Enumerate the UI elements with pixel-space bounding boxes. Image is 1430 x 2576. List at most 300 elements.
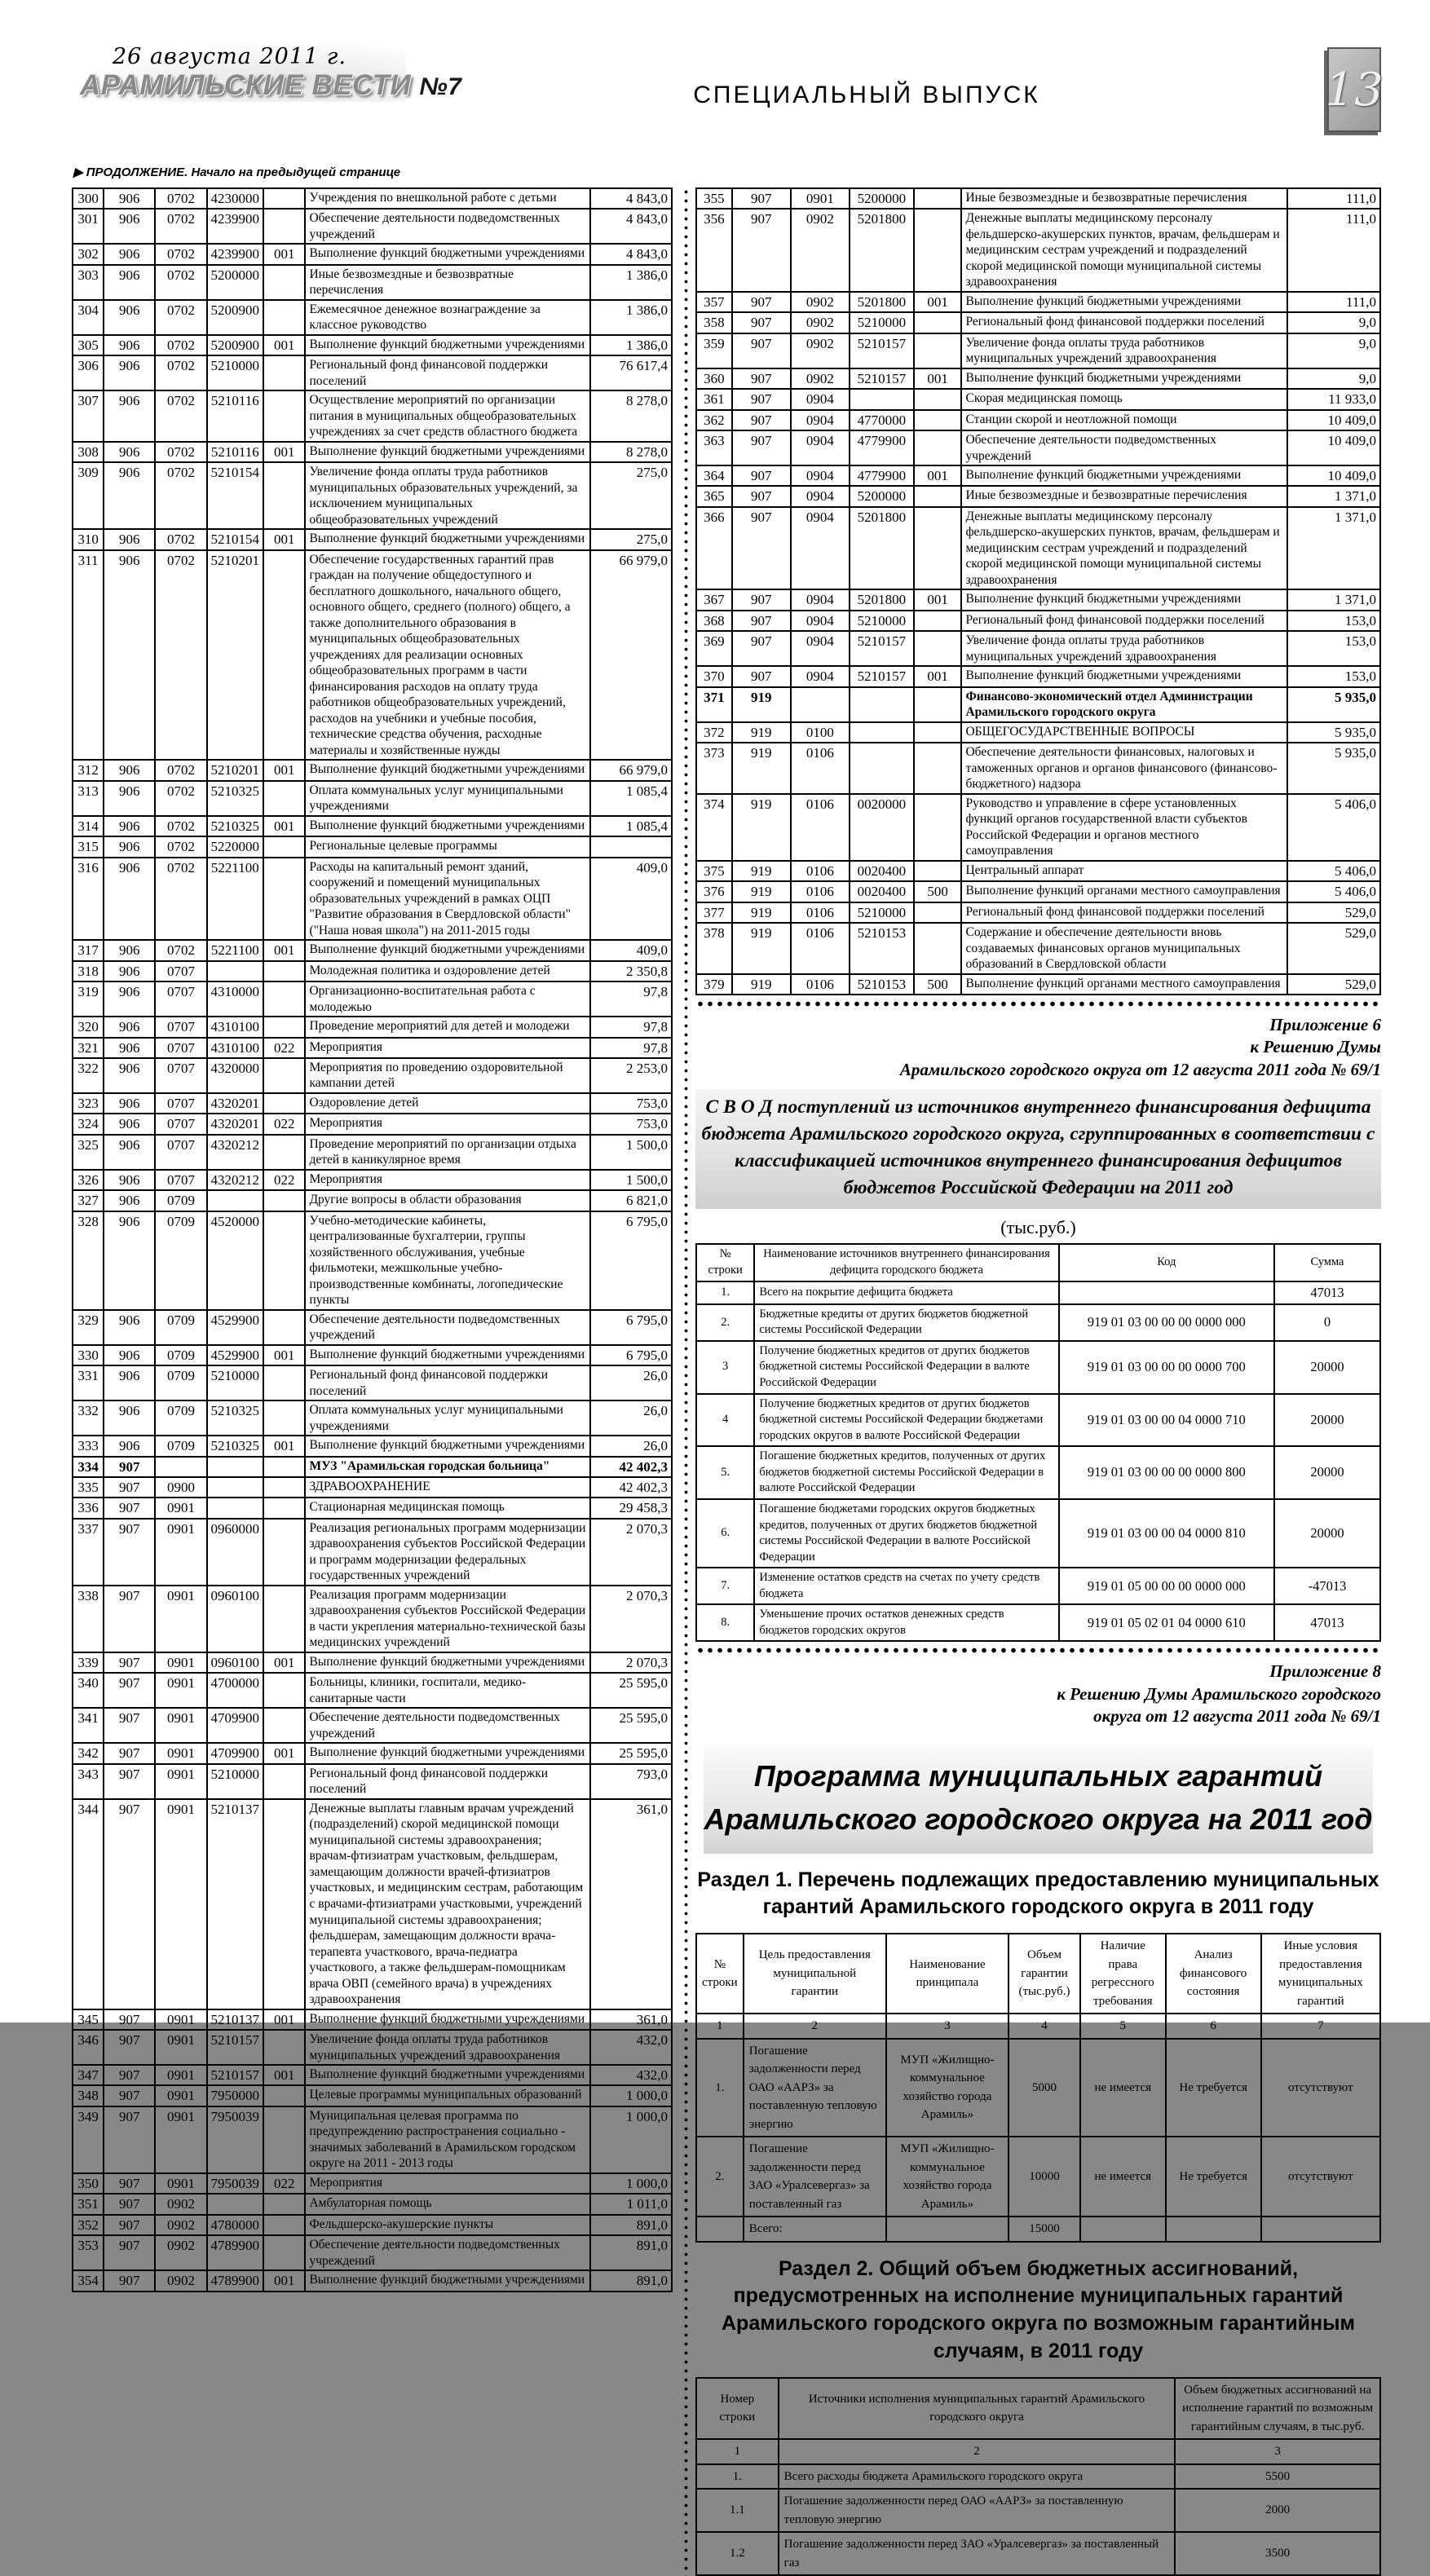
- line-number: 345: [73, 2009, 104, 2030]
- section-code: 0901: [155, 1498, 206, 1518]
- column-number: 6: [1166, 2014, 1261, 2039]
- line-number: 377: [696, 902, 732, 923]
- target-article-code: 5210000: [850, 611, 914, 631]
- expense-kind-code: [263, 1310, 305, 1345]
- expense-kind-code: [914, 410, 962, 430]
- line-number: 349: [73, 2106, 104, 2173]
- section-code: 0709: [155, 1211, 206, 1310]
- expense-name: Региональный фонд финансовой поддержки поселений: [305, 355, 590, 390]
- line-number: 361: [696, 389, 732, 409]
- target-article-code: 5221100: [207, 940, 264, 960]
- line-number: 348: [73, 2085, 104, 2106]
- target-article-code: [207, 1190, 264, 1211]
- amount: 97,8: [590, 1017, 672, 1037]
- table-header-row: [696, 2378, 1380, 2440]
- budget-row: [73, 1799, 672, 2009]
- expense-name: Обеспечение деятельности подведомственных учреждений: [305, 1708, 590, 1743]
- appendix6-unit-note: (тыс.руб.): [1000, 1217, 1076, 1238]
- expense-kind-code: 001: [914, 465, 962, 486]
- line-number: 371: [696, 687, 732, 722]
- expense-kind-code: [914, 861, 962, 881]
- expense-kind-code: [263, 1673, 305, 1708]
- line-number: 332: [73, 1400, 104, 1436]
- section-code: 0901: [155, 2106, 206, 2173]
- amount: 6 795,0: [590, 1345, 672, 1365]
- target-article-code: 4320000: [207, 1058, 264, 1093]
- expense-name: Мероприятия по проведению оздоровительной кампании детей: [305, 1058, 590, 1093]
- expense-name: Выполнение функций бюджетными учреждениями: [305, 244, 590, 264]
- budget-row: [696, 410, 1380, 430]
- column-header: Цель предоставления муниципальной гарантии: [744, 1934, 886, 2014]
- section-code: 0904: [791, 611, 850, 631]
- budget-row: [696, 368, 1380, 389]
- expense-kind-code: [263, 961, 305, 981]
- budget-row: [73, 442, 672, 462]
- line-number: 322: [73, 1058, 104, 1093]
- budget-row: [73, 2270, 672, 2291]
- section-code: 0707: [155, 1170, 206, 1190]
- amount: 793,0: [590, 1764, 672, 1799]
- section-code: 0901: [155, 1673, 206, 1708]
- budget-row: [73, 1345, 672, 1365]
- amount: 2 350,8: [590, 961, 672, 981]
- guarantee-program-title: Программа муниципальных гарантий Арамильского городского округа на 2011 год: [704, 1745, 1373, 1853]
- amount: 753,0: [590, 1114, 672, 1134]
- expense-kind-code: [263, 390, 305, 442]
- line-number: 316: [73, 858, 104, 941]
- expense-name: Содержание и обеспечение деятельности вновь создаваемых финансовых органов муниципальных образований в Свердловской области: [961, 923, 1287, 974]
- amount: 275,0: [590, 462, 672, 529]
- expense-kind-code: [263, 1058, 305, 1093]
- line-number: 374: [696, 794, 732, 861]
- section-code: 0702: [155, 940, 206, 960]
- expense-kind-code: [263, 836, 305, 857]
- expense-kind-code: [263, 355, 305, 390]
- budget-row: [696, 188, 1380, 209]
- expense-kind-code: 001: [263, 2270, 305, 2291]
- line-number: 310: [73, 529, 104, 549]
- expense-kind-code: [914, 188, 962, 209]
- line-number: 364: [696, 465, 732, 486]
- line-number: 359: [696, 333, 732, 368]
- grbs-code: 906: [104, 1345, 155, 1365]
- expense-name: Денежные выплаты медицинскому персоналу фельдшерско-акушерских пунктов, врачам, фельдшерам и медицинским сестрам учреждений и подразделений скорой медицинской помощи муниципальной системы здравоохранения: [961, 507, 1287, 590]
- grbs-code: 906: [104, 355, 155, 390]
- budget-row: [73, 1114, 672, 1134]
- amount: 4 843,0: [590, 244, 672, 264]
- expense-kind-code: 001: [914, 666, 962, 686]
- expense-kind-code: [914, 631, 962, 666]
- section-code: 0702: [155, 781, 206, 816]
- line-number: 373: [696, 743, 732, 794]
- budget-row: [73, 1436, 672, 1456]
- target-article-code: [850, 687, 914, 722]
- line-number: 352: [73, 2215, 104, 2235]
- section-code: 0702: [155, 462, 206, 529]
- target-article-code: 5210157: [850, 368, 914, 389]
- section-code: 0709: [155, 1310, 206, 1345]
- budget-row: [73, 1673, 672, 1708]
- target-article-code: 5210000: [850, 902, 914, 923]
- section-code: 0901: [155, 2085, 206, 2106]
- budget-row: [73, 1190, 672, 1211]
- amount: 47013: [1274, 1281, 1380, 1304]
- expense-kind-code: 500: [914, 881, 962, 902]
- budget-row: [696, 611, 1380, 631]
- expense-name: Региональный фонд финансовой поддержки поселений: [961, 902, 1287, 923]
- amount: 361,0: [590, 1799, 672, 2009]
- amount: 1 000,0: [590, 2106, 672, 2173]
- amount: 891,0: [590, 2270, 672, 2291]
- target-article-code: 4789900: [207, 2235, 264, 2270]
- section-code: 0904: [791, 589, 850, 610]
- left-column: [72, 187, 673, 2576]
- amount: 20000: [1274, 1499, 1380, 1568]
- expense-kind-code: 001: [263, 1345, 305, 1365]
- amount: -47013: [1274, 1568, 1380, 1604]
- other-conditions: [1261, 2217, 1380, 2242]
- line-number: 321: [73, 1038, 104, 1058]
- expense-name: Региональный фонд финансовой поддержки поселений: [305, 1365, 590, 1400]
- target-article-code: 4709900: [207, 1708, 264, 1743]
- guarantee-funding-table: [695, 2377, 1381, 2576]
- line-number: 341: [73, 1708, 104, 1743]
- newspaper-logo: [80, 69, 462, 102]
- amount: 8 278,0: [590, 390, 672, 442]
- budget-row: [696, 486, 1380, 506]
- appendix8-ref-line3: округа от 12 августа 2011 года № 69/1: [1093, 1706, 1381, 1727]
- deficit-source-row: [696, 1568, 1380, 1604]
- target-article-code: 5200000: [207, 265, 264, 300]
- line-number: 339: [73, 1652, 104, 1673]
- column-header: Наличие права регрессного требования: [1080, 1934, 1166, 2014]
- grbs-code: 919: [732, 687, 791, 722]
- expense-name: Мероприятия: [305, 1114, 590, 1134]
- target-article-code: 7950000: [207, 2085, 264, 2106]
- grbs-code: 907: [104, 1652, 155, 1673]
- table-row: [696, 2489, 1380, 2532]
- expense-kind-code: 001: [263, 940, 305, 960]
- target-article-code: 5210157: [207, 2030, 264, 2065]
- source-name: Получение бюджетных кредитов от других бюджетов бюджетной системы Российской Федерации бюджетами городских округов в валюте Российской Федерации: [754, 1394, 1058, 1447]
- line-number: 314: [73, 816, 104, 836]
- amount: 1 386,0: [590, 335, 672, 355]
- expense-name: Мероприятия: [305, 2173, 590, 2194]
- amount: 6 821,0: [590, 1190, 672, 1211]
- issue-date: 26 августа 2011 г.: [113, 44, 346, 69]
- target-article-code: 5210137: [207, 1799, 264, 2009]
- expense-name: Выполнение функций бюджетными учреждениями: [961, 368, 1287, 389]
- appendix6-reference: [695, 1014, 1381, 1081]
- section-code: 0702: [155, 335, 206, 355]
- expense-kind-code: 001: [263, 529, 305, 549]
- budget-row: [73, 1457, 672, 1477]
- row-number: [696, 2217, 744, 2242]
- line-number: 312: [73, 760, 104, 780]
- row-number: 6.: [696, 1499, 754, 1568]
- amount: 26,0: [590, 1400, 672, 1436]
- amount: 1 011,0: [590, 2194, 672, 2214]
- target-article-code: 5201800: [850, 589, 914, 610]
- expense-name: Выполнение функций бюджетными учреждениями: [305, 1436, 590, 1456]
- target-article-code: 5201800: [850, 209, 914, 292]
- funding-source: Всего расходы бюджета Арамильского городского округа: [779, 2464, 1176, 2490]
- grbs-code: 906: [104, 1365, 155, 1400]
- section-code: 0901: [155, 2173, 206, 2194]
- expense-name: Увеличение фонда оплаты труда работников муниципальных учреждений здравоохранения: [961, 333, 1287, 368]
- grbs-code: 907: [732, 209, 791, 292]
- line-number: 309: [73, 462, 104, 529]
- expense-kind-code: 001: [263, 1652, 305, 1673]
- line-number: 337: [73, 1519, 104, 1586]
- section-code: 0902: [791, 333, 850, 368]
- line-number: 375: [696, 861, 732, 881]
- amount: 111,0: [1287, 188, 1380, 209]
- column-header: Наименование принципала: [886, 1934, 1009, 2014]
- expense-kind-code: 022: [263, 1038, 305, 1058]
- target-article-code: 5210157: [850, 631, 914, 666]
- principal-name: [886, 2217, 1009, 2242]
- budget-row: [696, 507, 1380, 590]
- target-article-code: 5210154: [207, 529, 264, 549]
- target-article-code: [850, 722, 914, 743]
- section-code: 0709: [155, 1365, 206, 1400]
- budget-row: [73, 244, 672, 264]
- row-number: 1.: [696, 2039, 744, 2137]
- expense-kind-code: [263, 2215, 305, 2235]
- expense-name: Оплата коммунальных услуг муниципальными учреждениями: [305, 781, 590, 816]
- line-number: 307: [73, 390, 104, 442]
- budget-row: [696, 312, 1380, 333]
- section-code: 0901: [155, 2030, 206, 2065]
- expense-kind-code: [263, 2030, 305, 2065]
- target-article-code: 5210325: [207, 1436, 264, 1456]
- row-number: 7.: [696, 1568, 754, 1604]
- amount: 275,0: [590, 529, 672, 549]
- budget-row: [73, 1400, 672, 1436]
- expense-name: Увеличение фонда оплаты труда работников муниципальных образовательных учреждений, за исключением муниципальных общеобразовательных учреждений: [305, 462, 590, 529]
- budget-row: [696, 743, 1380, 794]
- section-code: 0106: [791, 923, 850, 974]
- section-code: 0901: [155, 1708, 206, 1743]
- appendix-8: [695, 1661, 1381, 2576]
- amount: 9,0: [1287, 368, 1380, 389]
- line-number: 300: [73, 188, 104, 209]
- amount: 97,8: [590, 1038, 672, 1058]
- target-article-code: 5210201: [207, 550, 264, 761]
- expense-name: Обеспечение деятельности подведомственных учреждений: [961, 430, 1287, 465]
- appendix8-ref-line2: к Решению Думы Арамильского городского: [1057, 1683, 1381, 1704]
- grbs-code: 906: [104, 188, 155, 209]
- grbs-code: 907: [732, 507, 791, 590]
- expense-kind-code: [914, 611, 962, 631]
- guarantees-list-table: [695, 1933, 1381, 2243]
- expense-name: Финансово-экономический отдел Администрации Арамильского городского округа: [961, 687, 1287, 722]
- amount: 409,0: [590, 940, 672, 960]
- budget-code: 919 01 05 02 01 04 0000 610: [1059, 1604, 1274, 1641]
- amount: 42 402,3: [590, 1477, 672, 1498]
- other-conditions: отсутствуют: [1261, 2137, 1380, 2217]
- budget-row: [696, 902, 1380, 923]
- budget-row: [696, 881, 1380, 902]
- expense-kind-code: [263, 1519, 305, 1586]
- source-name: Изменение остатков средств на счетах по учету средств бюджета: [754, 1568, 1058, 1604]
- column-divider-dotted: [684, 187, 688, 2576]
- amount: 97,8: [590, 981, 672, 1017]
- target-article-code: 4320201: [207, 1114, 264, 1134]
- expense-name: Выполнение функций органами местного самоуправления: [961, 974, 1287, 995]
- grbs-code: 907: [104, 2106, 155, 2173]
- grbs-code: 919: [732, 861, 791, 881]
- line-number: 378: [696, 923, 732, 974]
- line-number: 365: [696, 486, 732, 506]
- financial-analysis: Не требуется: [1166, 2039, 1261, 2137]
- regress-right: не имеется: [1080, 2137, 1166, 2217]
- line-number: 368: [696, 611, 732, 631]
- expense-name: Руководство и управление в сфере установленных функций органов государственной власти субъектов Российской Федерации и органов местного самоуправления: [961, 794, 1287, 861]
- section1-title: Раздел 1. Перечень подлежащих предоставлению муниципальных гарантий Арамильского городского округа в 2011 году: [697, 1868, 1379, 1919]
- amount: 25 595,0: [590, 1673, 672, 1708]
- expense-name: Обеспечение деятельности подведомственных учреждений: [305, 1310, 590, 1345]
- guarantee-volume: 10000: [1009, 2137, 1080, 2217]
- line-number: 355: [696, 188, 732, 209]
- source-name: Погашение бюджетных кредитов, полученных от других бюджетов бюджетной системы Российской Федерации в валюте Российской Федерации: [754, 1446, 1058, 1499]
- section-code: 0902: [791, 368, 850, 389]
- grbs-code: 907: [732, 611, 791, 631]
- dotted-separator: [695, 1000, 1381, 1008]
- line-number: 330: [73, 1345, 104, 1365]
- grbs-code: 906: [104, 961, 155, 981]
- expense-name: Выполнение функций бюджетными учреждениями: [305, 529, 590, 549]
- expense-name: Выполнение функций бюджетными учреждениями: [305, 2065, 590, 2085]
- target-article-code: 0960000: [207, 1519, 264, 1586]
- expense-name: Осуществление мероприятий по организации питания в муниципальных общеобразовательных учреждениях за счет средств областного бюджета: [305, 390, 590, 442]
- appendix6-title: С В О Д поступлений из источников внутреннего финансирования дефицита бюджета Арамильского городского округа, сгруппированных в соответствии с классификацией источников внутреннего финансирования дефицитов бюджетов Российской Федерации на 2011 год: [695, 1089, 1381, 1210]
- target-article-code: 4310000: [207, 981, 264, 1017]
- grbs-code: 906: [104, 1170, 155, 1190]
- expense-name: Региональный фонд финансовой поддержки поселений: [961, 611, 1287, 631]
- section-code: 0904: [791, 389, 850, 409]
- expense-kind-code: [263, 265, 305, 300]
- expense-kind-code: [914, 507, 962, 590]
- column-header: № строки: [696, 1934, 744, 2014]
- column-number-row: [696, 2014, 1380, 2039]
- financial-analysis: Не требуется: [1166, 2137, 1261, 2217]
- expense-kind-code: [914, 687, 962, 722]
- grbs-code: 907: [104, 2085, 155, 2106]
- budget-row: [73, 1586, 672, 1652]
- table-row: [696, 2217, 1380, 2242]
- budget-row: [696, 861, 1380, 881]
- budget-code: 919 01 03 00 00 04 0000 710: [1059, 1394, 1274, 1447]
- guarantee-purpose: Погашение задолженности перед ОАО «ААРЗ» за поставленную тепловую энергию: [744, 2039, 886, 2137]
- expense-kind-code: [263, 2106, 305, 2173]
- expense-name: ЗДРАВООХРАНЕНИЕ: [305, 1477, 590, 1498]
- expense-name: Денежные выплаты медицинскому персоналу фельдшерско-акушерских пунктов, врачам, фельдшерам и медицинским сестрам учреждений и подразделений скорой медицинской помощи муниципальной системы здравоохранения: [961, 209, 1287, 292]
- amount: 432,0: [590, 2065, 672, 2085]
- column-number: 5: [1080, 2014, 1166, 2039]
- amount: 1 085,4: [590, 816, 672, 836]
- target-article-code: 5210116: [207, 442, 264, 462]
- target-article-code: 5201800: [850, 507, 914, 590]
- line-number: 356: [696, 209, 732, 292]
- line-number: 336: [73, 1498, 104, 1518]
- line-number: 350: [73, 2173, 104, 2194]
- expense-kind-code: 022: [263, 1170, 305, 1190]
- section-code: 0702: [155, 355, 206, 390]
- grbs-code: 919: [732, 881, 791, 902]
- expense-name: Выполнение функций бюджетными учреждениями: [305, 1652, 590, 1673]
- line-number: 351: [73, 2194, 104, 2214]
- target-article-code: 4700000: [207, 1673, 264, 1708]
- column-header: Анализ финансового состояния: [1166, 1934, 1261, 2014]
- line-number: 376: [696, 881, 732, 902]
- guarantee-volume: 5000: [1009, 2039, 1080, 2137]
- column-number: 4: [1009, 2014, 1080, 2039]
- column-number: 2: [779, 2439, 1176, 2464]
- amount: 2 070,3: [590, 1652, 672, 1673]
- expense-name: Увеличение фонда оплаты труда работников муниципальных учреждений здравоохранения: [961, 631, 1287, 666]
- amount: 5 406,0: [1287, 861, 1380, 881]
- row-number: 2.: [696, 2137, 744, 2217]
- source-name: Получение бюджетных кредитов от других бюджетов бюджетной системы Российской Федерации в валюте Российской Федерации: [754, 1341, 1058, 1394]
- expense-kind-code: 022: [263, 2173, 305, 2194]
- budget-row: [73, 390, 672, 442]
- grbs-code: 906: [104, 1310, 155, 1345]
- deficit-source-row: [696, 1604, 1380, 1641]
- budget-row: [73, 265, 672, 300]
- amount: 1 500,0: [590, 1135, 672, 1170]
- grbs-code: 907: [732, 589, 791, 610]
- grbs-code: 907: [104, 2065, 155, 2085]
- target-article-code: 5210325: [207, 816, 264, 836]
- expense-name: Выполнение функций бюджетными учреждениями: [961, 465, 1287, 486]
- expense-kind-code: 001: [263, 1436, 305, 1456]
- section-code: 0707: [155, 981, 206, 1017]
- row-number: 8.: [696, 1604, 754, 1641]
- line-number: 367: [696, 589, 732, 610]
- budget-row: [73, 2106, 672, 2173]
- expense-kind-code: [263, 1135, 305, 1170]
- expense-kind-code: [914, 486, 962, 506]
- amount: 6 795,0: [590, 1211, 672, 1310]
- target-article-code: 5200000: [850, 188, 914, 209]
- grbs-code: 907: [104, 2215, 155, 2235]
- line-number: 340: [73, 1673, 104, 1708]
- target-article-code: 5210137: [207, 2009, 264, 2030]
- expense-name: Денежные выплаты главным врачам учреждений (подразделений) скорой медицинской помощи муниципальной системы здравоохранения; врачам-фтизиатрам участковым, фельдшерам, замещающим должности врачей-фтизиатров участковых, и медицинским сестрам, работающим с врачами-фтизиатрами участковыми, учреждений муниципальной системы здравоохранения; фельдшерам, замещающим должности врача-терапевта участкового, врача-педиатра участкового, а также фельдшерам-помощникам врача ОВП (семейного врача) в учреждениях здравоохранения: [305, 1799, 590, 2009]
- grbs-code: 907: [104, 1799, 155, 2009]
- expense-kind-code: [263, 1498, 305, 1518]
- grbs-code: 907: [104, 2030, 155, 2065]
- amount: 111,0: [1287, 292, 1380, 312]
- expense-name: Центральный аппарат: [961, 861, 1287, 881]
- section-code: 0902: [155, 2235, 206, 2270]
- source-name: Бюджетные кредиты от других бюджетов бюджетной системы Российской Федерации: [754, 1304, 1058, 1341]
- grbs-code: 906: [104, 1190, 155, 1211]
- budget-code: 919 01 03 00 00 00 0000 800: [1059, 1446, 1274, 1499]
- expense-name: Выполнение функций бюджетными учреждениями: [305, 335, 590, 355]
- budget-row: [73, 1211, 672, 1310]
- expense-name: МУЗ "Арамильская городская больница": [305, 1457, 590, 1477]
- target-article-code: 4310100: [207, 1038, 264, 1058]
- dotted-separator: [695, 1647, 1381, 1654]
- target-article-code: 5210000: [207, 355, 264, 390]
- budget-code: 919 01 03 00 00 00 0000 000: [1059, 1304, 1274, 1341]
- deficit-source-row: [696, 1304, 1380, 1341]
- target-article-code: 5201800: [850, 292, 914, 312]
- deficit-sources-table: [695, 1243, 1381, 1642]
